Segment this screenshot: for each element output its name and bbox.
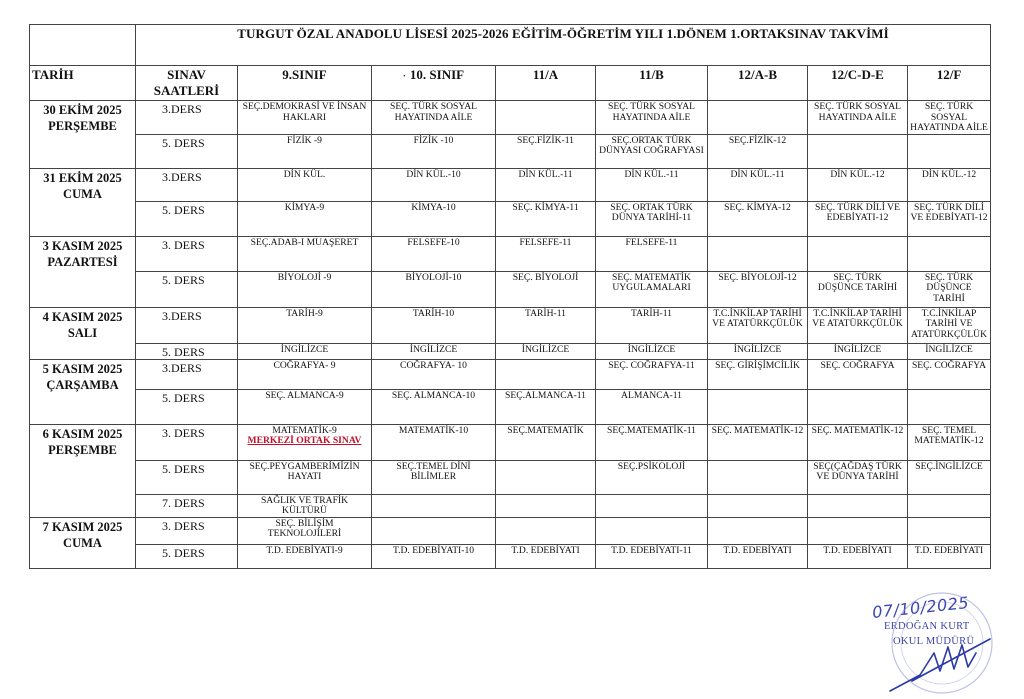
exam-subject: T.D. EDEBİYATI-10: [392, 544, 475, 556]
session-cell: 5. DERS: [136, 201, 238, 236]
exam-subject: SEÇ. BİYOLOJİ: [512, 271, 579, 283]
exam-subject: SEÇ. GİRİŞİMCİLİK: [715, 359, 800, 371]
official-stamp-signature: [850, 583, 1010, 695]
exam-cell: [908, 271, 991, 307]
exam-subject: SEÇ. MATEMATİK-12: [811, 424, 904, 436]
exam-subject: FELSEFE-11: [519, 236, 572, 248]
exam-subject: T.D. EDEBİYATI: [914, 544, 984, 556]
weekday-text: PAZARTESİ: [47, 254, 118, 269]
exam-cell: [708, 389, 808, 424]
exam-subject: SEÇ. ALMANCA-9: [265, 389, 344, 401]
class-header-12cde: 12/C-D-E: [808, 66, 908, 101]
exam-subject: SEÇ. COĞRAFYA: [820, 359, 895, 371]
exam-cell: [808, 134, 908, 168]
exam-subject: KİMYA-9: [284, 201, 325, 213]
schedule-row: [30, 343, 991, 359]
exam-cell: [596, 494, 708, 517]
exam-cell: [708, 134, 808, 168]
exam-subject: SEÇ.TEMEL DİNİ BİLİMLER: [396, 460, 471, 482]
class-header-10-mark: ·: [402, 71, 406, 81]
exam-subject: SAĞLIK VE TRAFİK KÜLTÜRÜ: [260, 494, 349, 516]
title-row: [30, 25, 991, 66]
exam-subject: SEÇ. COĞRAFYA-11: [608, 359, 695, 371]
exam-subject: SEÇ.PSİKOLOJİ: [617, 460, 686, 472]
exam-subject: T.D. EDEBİYATI-11: [611, 544, 692, 556]
exam-cell: [708, 271, 808, 307]
exam-cell: [596, 544, 708, 568]
schedule-row: [30, 201, 991, 236]
schedule-row: [30, 494, 991, 517]
exam-cell: [238, 460, 372, 494]
exam-subject: SEÇ. MATEMATİK-12: [711, 424, 804, 436]
exam-cell: [238, 389, 372, 424]
exam-cell: [238, 343, 372, 359]
schedule-row: [30, 359, 991, 389]
exam-subject: COĞRAFYA- 9: [273, 359, 336, 371]
date-text: 4 KASIM 2025: [42, 309, 123, 324]
exam-cell: [496, 201, 596, 236]
exam-subject: İNGİLİZCE: [925, 343, 973, 355]
exam-cell: [238, 494, 372, 517]
exam-cell: [808, 101, 908, 135]
exam-cell: [496, 389, 596, 424]
exam-cell: [372, 494, 496, 517]
header-row: [30, 66, 991, 101]
exam-subject: SEÇ. TÜRK SOSYAL HAYATINDA AİLE: [814, 101, 901, 123]
schedule-row: [30, 101, 991, 135]
exam-cell: [908, 307, 991, 343]
schedule-row: [30, 460, 991, 494]
stamp-date: 07/10/2025: [871, 592, 970, 623]
exam-subject: FİZİK -9: [287, 134, 322, 146]
session-cell: 5. DERS: [136, 343, 238, 359]
class-header-11b: 11/B: [596, 66, 708, 101]
exam-cell: [596, 271, 708, 307]
exam-cell: [908, 236, 991, 271]
exam-subject: SEÇ.DEMOKRASİ VE İNSAN HAKLARI: [242, 101, 367, 123]
exam-cell: [372, 236, 496, 271]
exam-subject: MATEMATİK-9: [272, 424, 337, 436]
exam-cell: [372, 389, 496, 424]
stamp-title: OKUL MÜDÜRÜ: [893, 636, 975, 647]
exam-cell: [808, 389, 908, 424]
exam-cell: [496, 544, 596, 568]
exam-cell: [238, 168, 372, 201]
class-header-11a: 11/A: [496, 66, 596, 101]
class-header-10: [372, 66, 496, 101]
exam-subject: SEÇ. ALMANCA-10: [391, 389, 476, 401]
central-exam-note: MERKEZİ ORTAK SINAV: [247, 435, 362, 446]
exam-cell: [238, 359, 372, 389]
exam-subject: DİN KÜL.-11: [518, 168, 573, 180]
class-header-12ab: 12/A-B: [708, 66, 808, 101]
exam-subject: SEÇ.MATEMATİK: [507, 424, 584, 436]
schedule-row: [30, 271, 991, 307]
exam-subject: KİMYA-10: [411, 201, 456, 213]
exam-cell: [708, 460, 808, 494]
exam-subject: SEÇ. TÜRK DÜŞÜNCE TARİHİ: [924, 271, 974, 304]
exam-cell: [596, 460, 708, 494]
exam-cell: [808, 494, 908, 517]
session-cell: 3. DERS: [136, 236, 238, 271]
exam-cell: [596, 424, 708, 460]
exam-cell: [908, 343, 991, 359]
schedule-row: [30, 307, 991, 343]
schedule-row: [30, 389, 991, 424]
exam-subject: T.D. EDEBİYATI: [823, 544, 892, 556]
exam-cell: [372, 544, 496, 568]
exam-cell: [808, 460, 908, 494]
exam-subject: COĞRAFYA- 10: [400, 359, 467, 371]
session-cell: 5. DERS: [136, 544, 238, 568]
session-header: [136, 66, 238, 101]
exam-subject: ALMANCA-11: [621, 389, 682, 401]
exam-cell: [496, 424, 596, 460]
exam-subject: SEÇ.ADAB-I MUAŞERET: [250, 236, 359, 248]
exam-subject: İNGİLİZCE: [627, 343, 676, 355]
exam-cell: [908, 359, 991, 389]
exam-cell: [496, 343, 596, 359]
class-header-10-label: 10. SINIF: [409, 67, 465, 82]
session-cell: 3.DERS: [136, 359, 238, 389]
exam-subject: SEÇ. KİMYA-12: [724, 201, 791, 213]
exam-cell: [372, 517, 496, 544]
exam-cell: [238, 424, 372, 460]
exam-subject: SEÇ. TÜRK DİLİ VE EDEBİYATI-12: [910, 201, 988, 223]
exam-subject: SEÇ. TÜRK SOSYAL HAYATINDA AİLE: [910, 101, 988, 133]
exam-subject: SEÇ.FİZİK-12: [728, 134, 787, 146]
exam-cell: [708, 544, 808, 568]
exam-subject: İNGİLİZCE: [280, 343, 329, 355]
exam-subject: SEÇ. TÜRK DİLİ VE EDEBİYATI-12: [815, 201, 900, 223]
exam-cell: [708, 236, 808, 271]
weekday-text: SALI: [67, 325, 98, 340]
exam-cell: [708, 101, 808, 135]
date-text: 7 KASIM 2025: [42, 519, 123, 534]
exam-cell: [908, 424, 991, 460]
exam-cell: [496, 236, 596, 271]
exam-cell: [596, 517, 708, 544]
exam-subject: SEÇ.ORTAK TÜRK DÜNYASI COĞRAFYASI: [599, 134, 704, 156]
exam-subject: T.C.İNKİLAP TARİHİ VE ATATÜRKÇÜLÜK: [911, 307, 987, 340]
exam-cell: [372, 271, 496, 307]
exam-subject: T.D. EDEBİYATI-9: [266, 544, 343, 556]
exam-subject: DİN KÜL.-10: [406, 168, 461, 180]
exam-subject: İNGİLİZCE: [733, 343, 782, 355]
schedule-row: [30, 236, 991, 271]
date-cell: [30, 168, 136, 236]
schedule-row: [30, 168, 991, 201]
exam-cell: [908, 494, 991, 517]
weekday-text: CUMA: [63, 535, 102, 550]
exam-subject: MATEMATİK-10: [398, 424, 469, 436]
exam-subject: BİYOLOJİ-10: [405, 271, 462, 283]
schedule-row: [30, 544, 991, 568]
signature-icon: [890, 639, 990, 691]
exam-subject: BİYOLOJİ -9: [277, 271, 332, 283]
schedule-row: [30, 517, 991, 544]
stamp-seal-ring: [892, 593, 992, 693]
exam-cell: [708, 424, 808, 460]
session-cell: 5. DERS: [136, 134, 238, 168]
exam-subject: T.C.İNKİLAP TARİHİ VE ATATÜRKÇÜLÜK: [712, 307, 803, 329]
exam-subject: SEÇ. COĞRAFYA: [911, 359, 987, 371]
session-cell: 3. DERS: [136, 424, 238, 460]
exam-subject: SEÇ. MATEMATİK UYGULAMALARI: [612, 271, 691, 293]
exam-cell: [372, 134, 496, 168]
exam-cell: [596, 359, 708, 389]
exam-cell: [808, 517, 908, 544]
exam-cell: [238, 517, 372, 544]
exam-cell: [808, 307, 908, 343]
date-text: 3 KASIM 2025: [42, 238, 123, 253]
exam-cell: [808, 236, 908, 271]
exam-cell: [908, 134, 991, 168]
date-cell: [30, 424, 136, 517]
session-cell: 5. DERS: [136, 389, 238, 424]
exam-subject: T.C.İNKİLAP TARİHİ VE ATATÜRKÇÜLÜK: [812, 307, 903, 329]
exam-subject: DİN KÜL.-11: [624, 168, 679, 180]
exam-subject: FELSEFE-10: [407, 236, 460, 248]
exam-cell: [908, 544, 991, 568]
exam-cell: [908, 201, 991, 236]
exam-subject: SEÇ. BİYOLOJİ-12: [718, 271, 797, 283]
exam-subject: İNGİLİZCE: [521, 343, 570, 355]
exam-cell: [596, 389, 708, 424]
class-header-12f: 12/F: [908, 66, 991, 101]
exam-cell: [708, 201, 808, 236]
date-cell: [30, 359, 136, 424]
stamp-name: ERDOĞAN KURT: [884, 621, 970, 632]
session-cell: 5. DERS: [136, 460, 238, 494]
exam-cell: [372, 307, 496, 343]
exam-cell: [708, 307, 808, 343]
exam-cell: [596, 201, 708, 236]
exam-subject: SEÇ. TÜRK SOSYAL HAYATINDA AİLE: [390, 101, 477, 123]
exam-cell: [496, 101, 596, 135]
session-header-line2: SAATLERİ: [153, 83, 220, 98]
exam-cell: [238, 236, 372, 271]
exam-subject: İNGİLİZCE: [409, 343, 458, 355]
session-cell: 3. DERS: [136, 517, 238, 544]
session-header-line1: SINAV: [167, 67, 206, 82]
date-cell: [30, 517, 136, 568]
exam-subject: T.D. EDEBİYATI: [511, 544, 580, 556]
date-cell: [30, 101, 136, 169]
session-cell: 7. DERS: [136, 494, 238, 517]
exam-cell: [496, 517, 596, 544]
exam-cell: [496, 307, 596, 343]
exam-cell: [372, 201, 496, 236]
exam-cell: [596, 134, 708, 168]
exam-cell: [908, 517, 991, 544]
exam-cell: [372, 343, 496, 359]
date-text: 5 KASIM 2025: [42, 361, 123, 376]
exam-cell: [496, 271, 596, 307]
exam-cell: [808, 359, 908, 389]
exam-cell: [708, 343, 808, 359]
exam-subject: SEÇ. TEMEL MATEMATİK-12: [914, 424, 984, 446]
exam-subject: DİN KÜL.-11: [730, 168, 785, 180]
exam-cell: [808, 544, 908, 568]
exam-cell: [372, 424, 496, 460]
class-header-9: 9.SINIF: [238, 66, 372, 101]
exam-cell: [808, 168, 908, 201]
exam-subject: DİN KÜL.-12: [830, 168, 885, 180]
exam-cell: [708, 359, 808, 389]
exam-cell: [596, 307, 708, 343]
exam-cell: [708, 494, 808, 517]
exam-cell: [238, 544, 372, 568]
exam-cell: [496, 359, 596, 389]
exam-subject: SEÇ. ORTAK TÜRK DÜNYA TARİHİ-11: [610, 201, 693, 223]
exam-cell: [708, 168, 808, 201]
session-cell: 3.DERS: [136, 101, 238, 135]
session-cell: 3.DERS: [136, 168, 238, 201]
exam-cell: [808, 201, 908, 236]
exam-subject: SEÇ.PEYGAMBERİMİZİN HAYATI: [249, 460, 360, 482]
exam-subject: İNGİLİZCE: [833, 343, 882, 355]
exam-subject: TARİH-10: [412, 307, 455, 319]
exam-subject: T.D. EDEBİYATI: [723, 544, 792, 556]
date-cell: [30, 307, 136, 359]
date-cell: [30, 236, 136, 307]
exam-cell: [238, 201, 372, 236]
session-cell: 5. DERS: [136, 271, 238, 307]
exam-cell: [808, 271, 908, 307]
weekday-text: ÇARŞAMBA: [46, 377, 119, 392]
exam-subject: SEÇ.İNGİLİZCE: [915, 460, 983, 472]
exam-cell: [372, 460, 496, 494]
exam-cell: [238, 271, 372, 307]
exam-cell: [808, 343, 908, 359]
exam-cell: [908, 168, 991, 201]
exam-cell: [372, 168, 496, 201]
schedule-row: [30, 424, 991, 460]
exam-cell: [372, 101, 496, 135]
exam-subject: DİN KÜL.: [283, 168, 326, 180]
exam-subject: SEÇ.MATEMATİK-11: [607, 424, 696, 436]
exam-subject: SEÇ. TÜRK DÜŞÜNCE TARİHİ: [817, 271, 898, 293]
exam-subject: FİZİK -10: [413, 134, 454, 146]
exam-cell: [596, 343, 708, 359]
exam-subject: SEÇ.FİZİK-11: [517, 134, 574, 146]
schedule-row: [30, 134, 991, 168]
exam-cell: [238, 307, 372, 343]
corner-cell: [30, 25, 136, 66]
exam-cell: [908, 101, 991, 135]
exam-subject: SEÇ(ÇAĞDAŞ TÜRK VE DÜNYA TARİHİ: [813, 460, 902, 482]
exam-cell: [238, 101, 372, 135]
date-header: TARİH: [30, 66, 136, 101]
exam-cell: [708, 517, 808, 544]
date-text: 31 EKİM 2025: [43, 170, 122, 185]
exam-cell: [808, 424, 908, 460]
exam-cell: [496, 134, 596, 168]
exam-subject: SEÇ. BİLİŞİM TEKNOLOJİLERİ: [267, 517, 342, 539]
exam-subject: SEÇ. TÜRK SOSYAL HAYATINDA AİLE: [608, 101, 695, 123]
exam-cell: [596, 168, 708, 201]
exam-cell: [596, 101, 708, 135]
exam-cell: [372, 359, 496, 389]
exam-schedule-table: [29, 24, 991, 569]
exam-subject: TARİH-9: [286, 307, 323, 319]
exam-cell: [908, 460, 991, 494]
date-text: 6 KASIM 2025: [42, 426, 123, 441]
weekday-text: PERŞEMBE: [48, 442, 117, 457]
weekday-text: CUMA: [63, 186, 102, 201]
date-text: 30 EKİM 2025: [43, 103, 122, 117]
exam-subject: TARİH-11: [631, 307, 672, 319]
exam-cell: [238, 134, 372, 168]
exam-cell: [496, 460, 596, 494]
exam-subject: TARİH-11: [525, 307, 566, 319]
exam-cell: [596, 236, 708, 271]
exam-cell: [908, 389, 991, 424]
exam-cell: [496, 494, 596, 517]
session-cell: 3.DERS: [136, 307, 238, 343]
exam-subject: DİN KÜL.-12: [921, 168, 977, 180]
weekday-text: PERŞEMBE: [48, 119, 117, 133]
exam-subject: SEÇ.ALMANCA-11: [505, 389, 586, 401]
exam-cell: [496, 168, 596, 201]
stamp-seal-inner-ring: [901, 602, 983, 684]
exam-subject: SEÇ. KİMYA-11: [512, 201, 579, 213]
page-title: TURGUT ÖZAL ANADOLU LİSESİ 2025-2026 EĞİTİM-ÖĞRETİM YILI 1.DÖNEM 1.ORTAKSINAV TAKVİMİ: [136, 25, 991, 66]
exam-subject: FELSEFE-11: [625, 236, 678, 248]
